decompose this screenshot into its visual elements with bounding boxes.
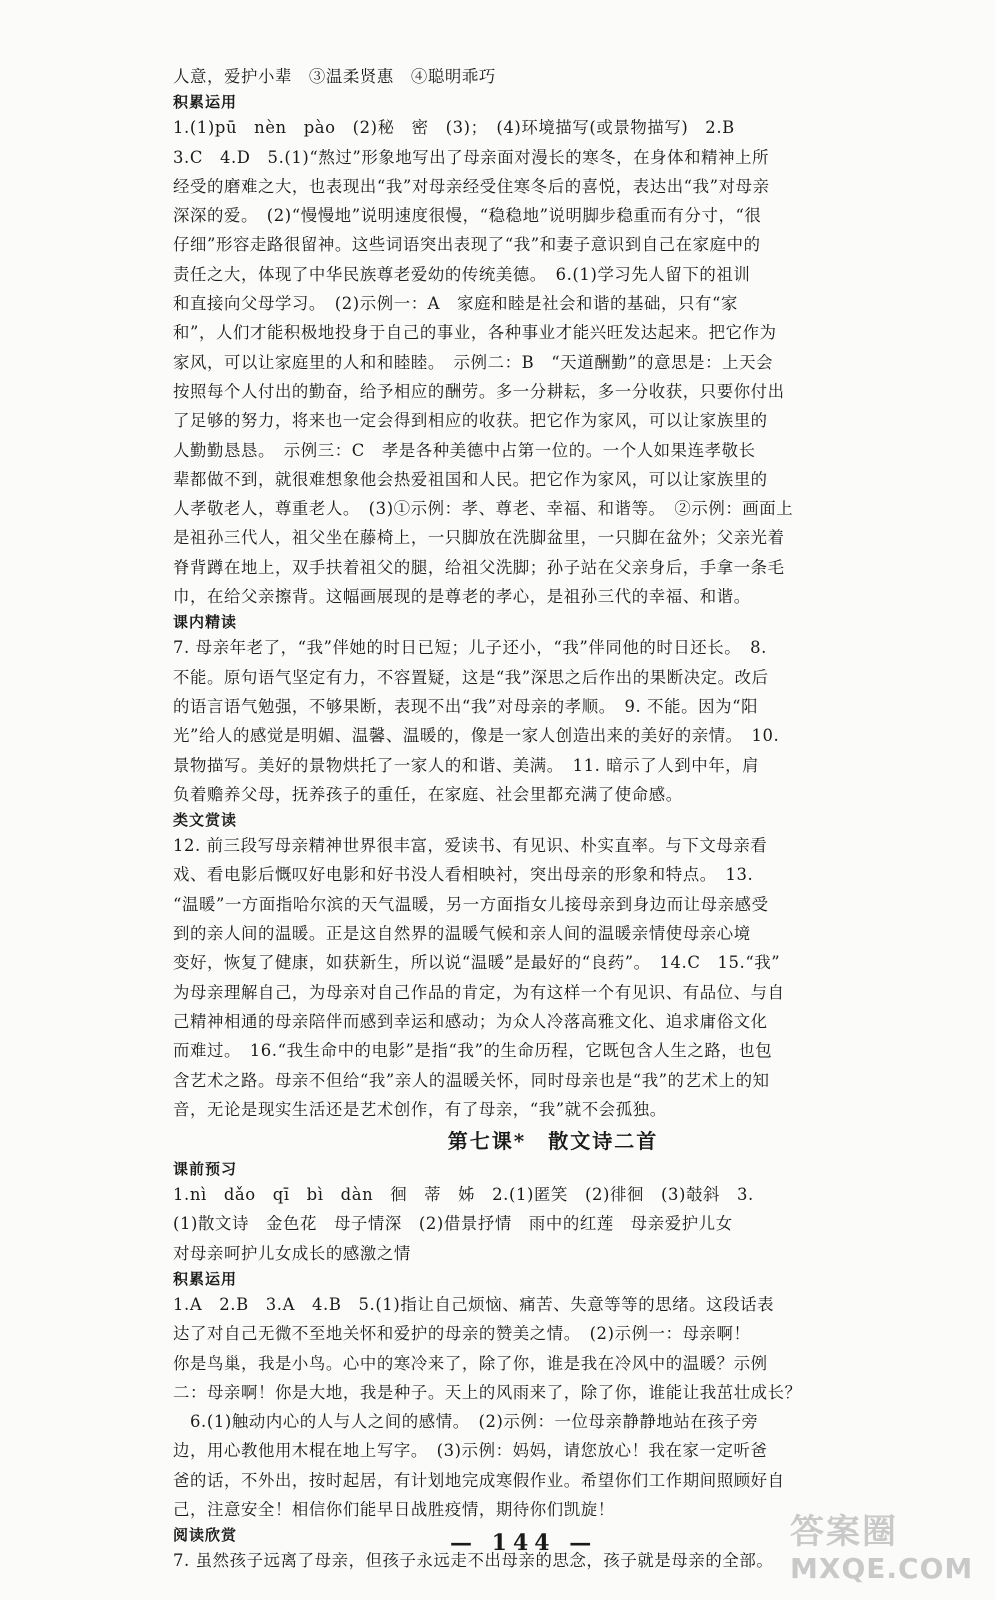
- text-line: 对母亲呵护儿女成长的感激之情: [173, 1243, 411, 1263]
- text-line: 3.C 4.D 5.(1)“熬过”形象地写出了母亲面对漫长的寒冬，在身体和精神上所: [173, 147, 770, 167]
- text-line: 为母亲理解自己，为母亲对自己作品的肯定，为有这样一个有见识、有品位、与自: [173, 982, 785, 1002]
- text-line: 己，注意安全！相信你们能早日战胜疫情，期待你们凯旋！: [173, 1500, 615, 1520]
- text-line: 了足够的努力，将来也一定会得到相应的收获。把它作为家风，可以让家族里的: [173, 411, 768, 431]
- section-heading: 阅读欣赏: [173, 1526, 238, 1545]
- text-line: 边，用心教他用木棍在地上写字。 (3)示例：妈妈，请您放心！我在家一定听爸: [173, 1441, 768, 1461]
- text-line: 音，无论是现实生活还是艺术创作，有了母亲，“我”就不会孤独。: [173, 1099, 667, 1119]
- watermark-bottom: MXQE.COM: [790, 1552, 974, 1585]
- text-line: 和直接向父母学习。 (2)示例一：A 家庭和睦是社会和谐的基础，只有“家: [173, 294, 738, 314]
- text-line: 到的亲人间的温暖。正是这自然界的温暖气候和亲人间的温暖亲情使母亲心境: [173, 924, 751, 944]
- text-line: 己精神相通的母亲陪伴而感到幸运和感动；为众人冷落高雅文化、追求庸俗文化: [173, 1011, 768, 1031]
- text-line: 人意，爱护小辈 ③温柔贤惠 ④聪明乖巧: [173, 67, 496, 86]
- text-line: 不能。原句语气坚定有力，不容置疑，这是“我”深思之后作出的果断决定。改后: [173, 667, 769, 687]
- text-line: 巾，在给父亲擦背。这幅画展现的是尊老的孝心，是祖孙三代的幸福、和谐。: [173, 587, 751, 607]
- text-line: (1)散文诗 金色花 母子情深 (2)借景抒情 雨中的红莲 母亲爱护儿女: [173, 1214, 733, 1234]
- section-heading: 课前预习: [173, 1160, 238, 1179]
- text-line: “温暖”一方面指哈尔滨的天气温暖，另一方面指女儿接母亲到身边而让母亲感受: [173, 894, 769, 914]
- text-line: 1.(1)pū nèn pào (2)秘 密 (3)； (4)环境描写(或景物描写) 2.B: [173, 118, 735, 138]
- text-line: 和”，人们才能积极地投身于自己的事业，各种事业才能兴旺发达起来。把它作为: [173, 323, 777, 343]
- text-line: 的语言语气勉强，不够果断，表现不出“我”对母亲的孝顺。 9. 不能。因为“阳: [173, 696, 759, 716]
- text-line: 责任之大，体现了中华民族尊老爱幼的传统美德。 6.(1)学习先人留下的祖训: [173, 264, 751, 284]
- text-line: 你是鸟巢，我是小鸟。心中的寒冷来了，除了你，谁是我在冷风中的温暖？示例: [173, 1353, 768, 1373]
- watermark-top: 答案圈: [790, 1512, 898, 1552]
- text-line: 人孝敬老人，尊重老人。 (3)①示例：孝、尊老、幸福、和谐等。 ②示例：画面上: [173, 499, 794, 519]
- text-line: 1.nì dǎo qī bì dàn 徊 蒂 姊 2.(1)匿笑 (2)徘徊 (3)攲斜 3.: [173, 1185, 754, 1205]
- text-line: 二：母亲啊！你是大地，我是种子。天上的风雨来了，除了你，谁能让我茁壮成长？: [173, 1382, 802, 1402]
- text-line: 而难过。 16.“我生命中的电影”是指“我”的生命历程，它既包含人生之路，也包: [173, 1041, 773, 1061]
- text-line: 变好，恢复了健康，如获新生，所以说“温暖”是最好的“良药”。 14.C 15.“我”: [173, 953, 781, 973]
- text-line: 6.(1)触动内心的人与人之间的感情。 (2)示例：一位母亲静静地站在孩子旁: [173, 1412, 759, 1432]
- watermark-logo: [790, 1512, 980, 1592]
- text-line: 爸的话，不外出，按时起居，有计划地完成寒假作业。希望你们工作期间照顾好自: [173, 1470, 785, 1490]
- section-heading: 积累运用: [173, 1269, 238, 1288]
- text-line: 按照每个人付出的勤奋，给予相应的酬劳。多一分耕耘，多一分收获，只要你付出: [173, 381, 785, 401]
- text-line: 家风，可以让家庭里的人和和睦睦。 示例二：B “天道酬勤”的意思是：上天会: [173, 352, 774, 372]
- text-line: 脊背蹲在地上，双手扶着祖父的腿，给祖父洗脚；孙子站在父亲身后，手拿一条毛: [173, 557, 785, 577]
- lesson-title: 第七课* 散文诗二首: [447, 1129, 659, 1154]
- text-line: 12. 前三段写母亲精神世界很丰富，爱读书、有见识、朴实直率。与下文母亲看: [173, 836, 768, 856]
- section-heading: 课内精读: [173, 613, 238, 632]
- text-line: 7. 母亲年老了，“我”伴她的时日已短；儿子还小，“我”伴同他的时日还长。 8.: [173, 638, 767, 658]
- text-line: 景物描写。美好的景物烘托了一家人的和谐、美满。 11. 暗示了人到中年，肩: [173, 755, 760, 775]
- text-line: 含艺术之路。母亲不但给“我”亲人的温暖关怀，同时母亲也是“我”的艺术上的知: [173, 1070, 770, 1090]
- text-line: 7. 虽然孩子远离了母亲，但孩子永远走不出母亲的思念，孩子就是母亲的全部。: [173, 1551, 774, 1571]
- page-number: — 144 —: [450, 1530, 598, 1556]
- text-line: 深深的爱。 (2)“慢慢地”说明速度很慢，“稳稳地”说明脚步稳重而有分寸，“很: [173, 206, 762, 226]
- text-line: 仔细”形容走路很留神。这些词语突出表现了“我”和妻子意识到自己在家庭中的: [173, 235, 761, 255]
- text-line: 人勤勤恳恳。 示例三：C 孝是各种美德中占第一位的。一个人如果连孝敬长: [173, 440, 756, 460]
- text-line: 戏、看电影后慨叹好电影和好书没人看相映衬，突出母亲的形象和特点。 13.: [173, 865, 754, 885]
- text-line: 辈都做不到，就很难想象他会热爱祖国和人民。把它作为家风，可以让家族里的: [173, 469, 768, 489]
- text-line: 负着赡养父母，抚养孩子的重任，在家庭、社会里都充满了使命感。: [173, 784, 683, 804]
- text-line: 是祖孙三代人，祖父坐在藤椅上，一只脚放在洗脚盆里，一只脚在盆外；父亲光着: [173, 528, 785, 548]
- text-line: 光”给人的感觉是明媚、温馨、温暖的，像是一家人创造出来的美好的亲情。 10.: [173, 726, 780, 746]
- text-line: 1.A 2.B 3.A 4.B 5.(1)指让自己烦恼、痛苦、失意等等的思绪。这段话表: [173, 1294, 775, 1314]
- text-line: 达了对自己无微不至地关怀和爱护的母亲的赞美之情。 (2)示例一：母亲啊！: [173, 1324, 751, 1344]
- answer-page-body: [173, 62, 973, 1576]
- text-line: 经受的磨难之大，也表现出“我”对母亲经受住寒冬后的喜悦，表达出“我”对母亲: [173, 176, 770, 196]
- section-heading: 类文赏读: [173, 811, 238, 830]
- section-heading: 积累运用: [173, 93, 238, 112]
